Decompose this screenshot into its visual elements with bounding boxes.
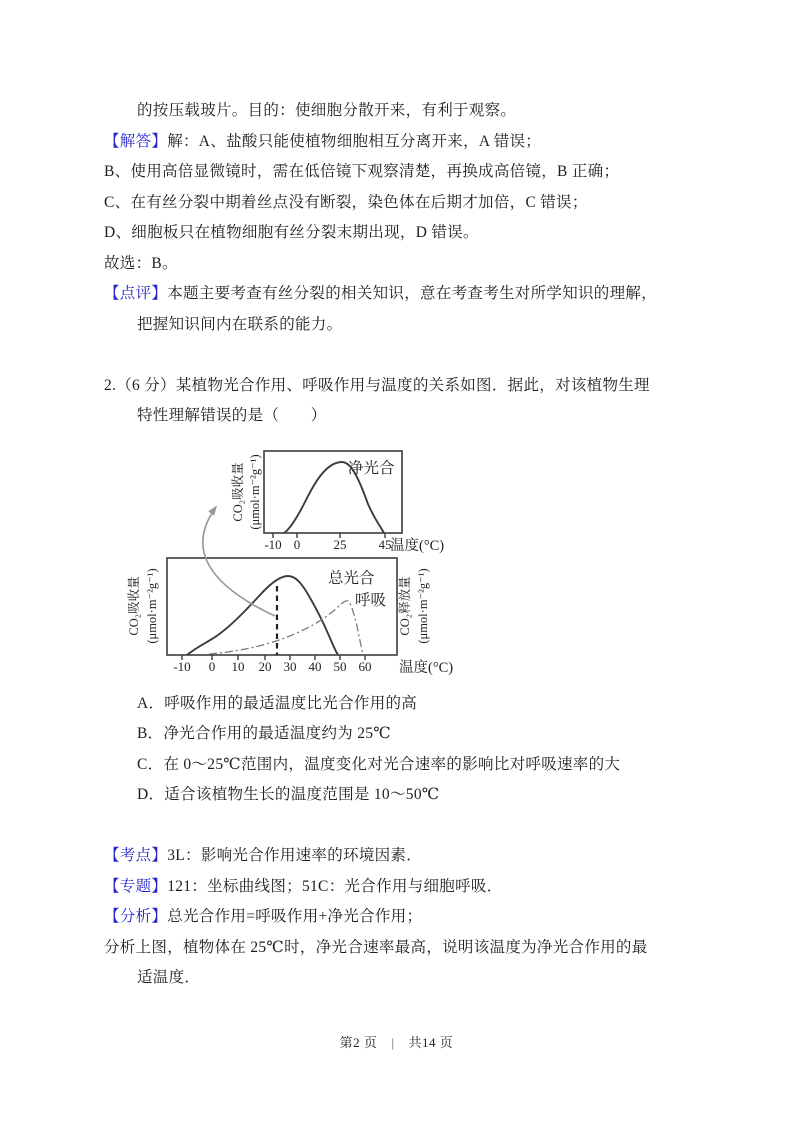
key-point-line	[104, 841, 753, 872]
charts-svg	[112, 446, 474, 684]
upper-y-axis-label-line1: CO₂吸收量	[231, 461, 245, 522]
answer-text-b: B、使用高倍显微镜时，需在低倍镜下观察清楚，再换成高倍镜，B 正确；	[104, 163, 620, 180]
respiration-curve	[209, 600, 363, 654]
option-a: A．呼吸作用的最适温度比光合作用的高	[137, 694, 418, 712]
lower-tick-0: 0	[208, 658, 216, 674]
gross-photosynthesis-curve	[187, 576, 338, 655]
lower-tick-minus10: -10	[173, 658, 191, 674]
analysis-line-2: 分析上图，植物体在 25℃时，净光合速率最高，说明该温度为净光合作用的最	[104, 938, 648, 956]
question-2-stem-line-1: 2.（6 分）某植物光合作用、呼吸作用与温度的关系如图．据此，对该植物生理	[104, 376, 650, 394]
question-2-stem-line-2: 特性理解错误的是（ ）	[137, 407, 327, 424]
answer-text-c: C、在有丝分裂中期着丝点没有断裂，染色体在后期才加倍，C 错误；	[104, 193, 588, 211]
comment-text-1: 本题主要考查有丝分裂的相关知识，意在考查考生对所学知识的理解，	[167, 285, 658, 302]
lower-tick-50: 50	[333, 658, 347, 674]
analysis-text-1: 总光合作用=呼吸作用+净光合作用；	[167, 908, 423, 925]
lower-left-y-axis-label-line2: (μmol·m⁻²g⁻¹)	[145, 567, 159, 644]
lower-tick-10: 10	[231, 658, 245, 674]
topic-tag: 【专题】	[104, 877, 168, 895]
blank-line	[104, 340, 753, 371]
lower-tick-20: 20	[258, 658, 272, 674]
upper-tick-minus10: -10	[264, 536, 282, 552]
lower-tick-40: 40	[308, 658, 322, 674]
upper-chart-net-photosynthesis	[230, 451, 444, 554]
lower-tick-60: 60	[358, 658, 372, 674]
respiration-label: 呼吸	[355, 591, 387, 609]
upper-x-axis-label: 温度(°C)	[390, 537, 445, 554]
answer-line-a	[104, 127, 753, 158]
lower-tick-30: 30	[283, 658, 297, 674]
upper-tick-25: 25	[333, 536, 347, 552]
answer-section-tag: 【解答】	[104, 132, 168, 150]
blank-line	[104, 811, 753, 842]
analysis-line-1	[104, 902, 753, 933]
current-page-label: 第2 页	[339, 1035, 378, 1050]
topic-text: 121：坐标曲线图；51C：光合作用与细胞呼吸．	[167, 877, 503, 895]
arrow-head-icon	[208, 505, 217, 515]
lower-right-y-axis-label-line1: CO₂释放量	[398, 575, 412, 636]
carryover-paragraph: 的按压载玻片。目的：使细胞分散开来，有利于观察。	[137, 102, 517, 119]
key-point-tag: 【考点】	[104, 847, 168, 864]
topic-line	[104, 872, 753, 903]
temperature-charts-figure	[104, 446, 753, 684]
net-photosynthesis-label: 净光合	[348, 459, 395, 477]
option-d: D．适合该植物生长的温度范围是 10～50℃	[137, 786, 440, 803]
lower-chart-gross-and-respiration	[126, 558, 453, 676]
answer-text-d: D、细胞板只在植物细胞有丝分裂末期出现，D 错误。	[104, 224, 479, 241]
analysis-line-3: 适温度．	[137, 969, 201, 986]
upper-tick-45: 45	[378, 536, 392, 552]
comment-line-1	[104, 279, 753, 310]
option-c: C．在 0～25℃范围内，温度变化对光合速率的影响比对呼吸速率的大	[137, 755, 621, 773]
page-footer	[0, 1032, 793, 1051]
upper-y-axis-label-line2: (μmol·m⁻²g⁻¹)	[248, 453, 262, 530]
key-point-text: 3L：影响光合作用速率的环境因素．	[167, 847, 423, 864]
lower-left-y-axis-label-line1: CO₂吸收量	[127, 575, 141, 636]
comment-line-2: 把握知识间内在联系的能力。	[137, 315, 343, 333]
upper-tick-0: 0	[293, 536, 301, 552]
lower-x-axis-label: 温度(°C)	[399, 659, 454, 676]
answer-text-a: 解：A、盐酸只能使植物细胞相互分离开来，A 错误；	[167, 132, 542, 150]
total-pages-label: 共14 页	[408, 1035, 454, 1050]
answer-conclusion: 故选：B。	[104, 254, 178, 272]
comment-section-tag: 【点评】	[104, 285, 168, 302]
document-body	[104, 96, 753, 994]
option-b: B．净光合作用的最适温度约为 25℃	[137, 725, 391, 742]
footer-separator: |	[391, 1035, 395, 1050]
lower-right-y-axis-label-line2: (μmol·m⁻²g⁻¹)	[416, 567, 430, 644]
gross-photosynthesis-label: 总光合	[328, 569, 375, 587]
analysis-tag: 【分析】	[104, 908, 168, 925]
